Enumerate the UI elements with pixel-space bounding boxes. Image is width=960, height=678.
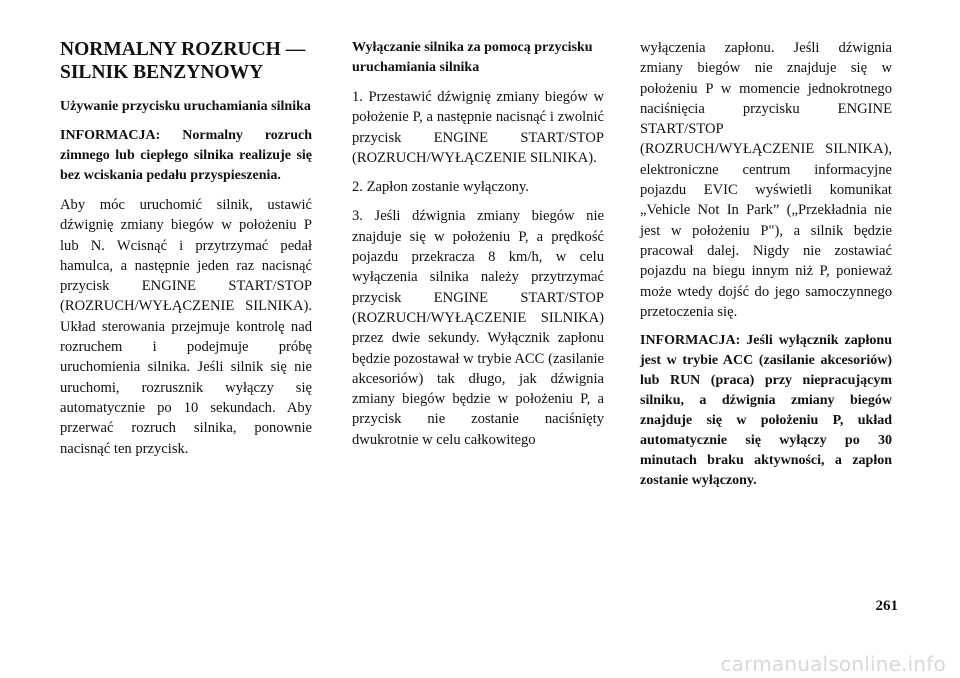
- page-number: 261: [875, 598, 898, 614]
- section-title: NORMALNY ROZRUCH — SILNIK BENZYNOWY: [60, 39, 306, 83]
- info-note-acc: [640, 331, 892, 491]
- stop-step-1: 1. Przestawić dźwignię zmiany biegów w położenie P, a następnie nacisnąć i zwolnić przycisk ENGINE START/STOP (ROZRUCH/WYŁĄCZENIE SILNIKA).: [352, 89, 604, 166]
- stop-step-3: 3. Jeśli dźwignia zmiany biegów nie znajduje się w położeniu P, a prędkość pojazdu przekracza 8 km/h, w celu wyłączenia silnika należy przytrzymać przycisk ENGINE START/STOP (ROZRUCH/WYŁĄCZENIE SILNIKA) przez dwie sekundy. Wyłącznik zapłonu będzie pozostawał w trybie ACC (zasilanie akcesoriów) tak długo, jak dźwignia zmiany biegów będzie w położeniu P, a przycisk nie zostanie naciśnięty dwukrotnie w celu całkowitego: [352, 208, 604, 448]
- column-left: [60, 38, 312, 468]
- column-right: [640, 38, 892, 500]
- stop-step-2: 2. Zapłon zostanie wyłączony.: [352, 179, 529, 196]
- info-note-text: Jeśli wyłącznik zapłonu jest w trybie ACC (zasilanie akcesoriów) lub RUN (praca) przy niepracującym silniku, a dźwignia zmiany biegów znajduje się w położeniu P, układ automatycznie się wyłączy po 30 minutach braku aktywności, a zapłon zostanie wyłączony.: [640, 333, 893, 489]
- continued-paragraph: wyłączenia zapłonu. Jeśli dźwignia zmiany biegów nie znajduje się w położeniu P w momencie jednokrotnego naciśnięcia przycisku ENGINE START/STOP (ROZRUCH/WYŁĄCZENIE SILNIKA), elektroniczne centrum informacyjne pojazdu EVIC wyświetli komunikat „Vehicle Not In Park” („Przekładnia nie jest w położeniu P"), a silnik będzie pracował dalej. Nigdy nie zostawiać pojazdu na biegu innym niż P, ponieważ może wtedy dojść do jego samoczynnego przetoczenia się.: [640, 40, 892, 320]
- start-paragraph: Aby móc uruchomić silnik, ustawić dźwignię zmiany biegów w położeniu P lub N. Wcisnąć i przytrzymać pedał hamulca, a następnie jeden raz nacisnąć przycisk ENGINE START/STOP (ROZRUCH/WYŁĄCZENIE SILNIKA). Układ sterowania przejmuje kontrolę nad rozruchem i podejmuje próbę uruchomienia silnika. Jeśli silnik się nie uruchomi, rozrusznik wyłączy się automatycznie po 10 sekundach. Aby przerwać rozruch silnika, ponownie nacisnąć ten przycisk.: [60, 197, 312, 457]
- subsection-title-stop: Wyłączanie silnika za pomocą przycisku uruchamiania silnika: [352, 40, 593, 75]
- column-middle: [352, 38, 604, 459]
- subsection-title-start: Używanie przycisku uruchamiania silnika: [60, 99, 311, 114]
- info-note-label: INFORMACJA:: [640, 333, 741, 349]
- info-note-label: INFORMACJA:: [60, 128, 161, 143]
- info-note-start: [60, 126, 312, 186]
- info-note-text: Normalny rozruch zimnego lub ciepłego silnika realizuje się bez wciskania pedału przyspieszenia.: [60, 128, 313, 183]
- watermark-text: carmanualsonline.info: [720, 652, 946, 676]
